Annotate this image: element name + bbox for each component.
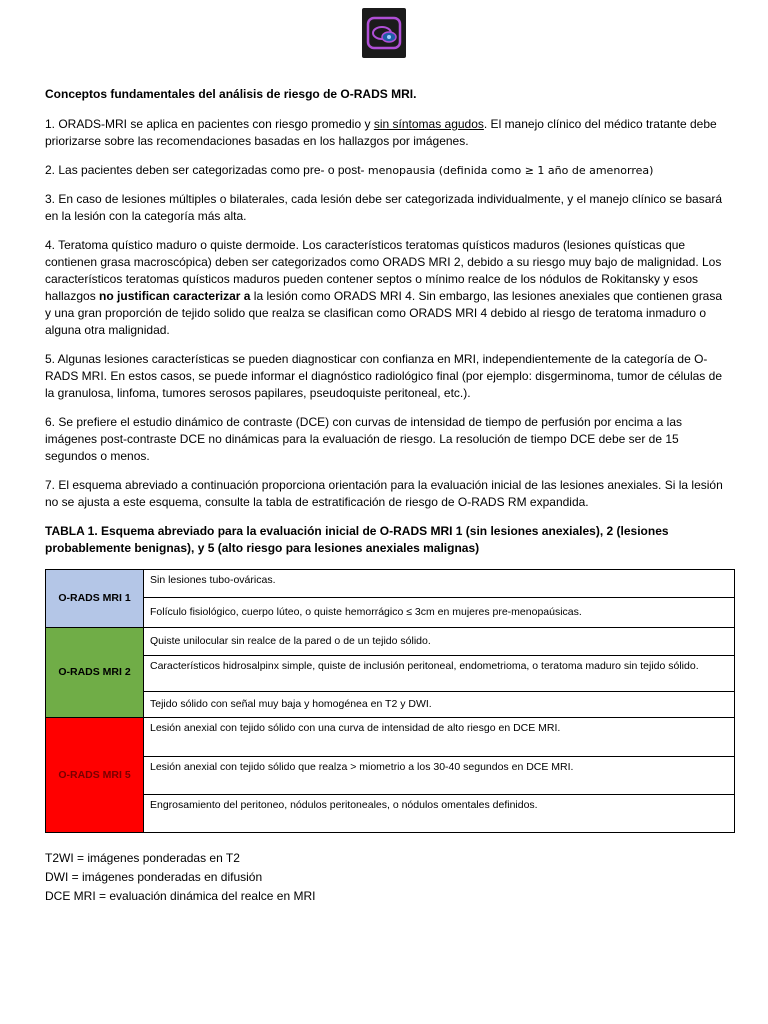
- paragraph-2: [45, 162, 725, 179]
- abbreviation-legend: [45, 849, 725, 906]
- legend-item-t2wi: T2WI = imágenes ponderadas en T2: [45, 851, 240, 865]
- table-cell: Lesión anexial con tejido sólido que realza > miometrio a los 30-40 segundos en DCE MRI.: [144, 757, 735, 795]
- paragraph-1: [45, 116, 725, 150]
- table-row: [46, 656, 735, 692]
- table-row: [46, 628, 735, 656]
- orads-table: [45, 569, 735, 833]
- paragraph-1-text-a: 1. ORADS-MRI se aplica en pacientes con riesgo promedio y: [45, 117, 374, 131]
- table-row: [46, 570, 735, 598]
- paragraph-2-text-a: 2. Las pacientes deben ser categorizadas como pre- o post-: [45, 163, 368, 177]
- category-cell-mri-5: O-RADS MRI 5: [46, 718, 144, 833]
- logo-icon: [362, 8, 406, 58]
- paragraph-4-text-b: la lesión como ORADS MRI 4. Sin embargo, las lesiones anexiales que contienen grasa y una gran proporción de tejido solido que realza se clasifican como ORADS MRI 4 debido al riesgo de teratoma inmaduro o alguna otra malignidad.: [45, 289, 723, 337]
- paragraph-1-text-b: . El manejo clínico del médico tratante debe priorizarse sobre las recomendaciones basadas en los hallazgos por imágenes.: [45, 117, 717, 148]
- paragraph-3: 3. En caso de lesiones múltiples o bilaterales, cada lesión debe ser categorizada individualmente, y el manejo clínico se basará en la lesión con la categoría más alta.: [45, 192, 723, 223]
- paragraph-4-text-a: 4. Teratoma quístico maduro o quiste dermoide. Los característicos teratomas quísticos maduros (lesiones quísticas que contienen grasa macroscópica) deben ser categorizados como ORADS MRI 2, debido a su riesgo muy bajo de malignidad. Los característicos teratomas quísticos maduros pueden contener septos o mínimo realce de los nódulos de Rokitansky y esos hallazgos: [45, 238, 722, 303]
- paragraph-4-bold: no justifican caracterizar a: [99, 289, 251, 303]
- category-cell-mri-1: O-RADS MRI 1: [46, 570, 144, 628]
- table-cell: Tejido sólido con señal muy baja y homogénea en T2 y DWI.: [144, 692, 735, 718]
- table-row: [46, 692, 735, 718]
- orads-logo: [362, 8, 406, 58]
- table-cell: Característicos hidrosalpinx simple, quiste de inclusión peritoneal, endometrioma, o teratoma maduro sin tejido sólido.: [144, 656, 735, 692]
- table-cell: Engrosamiento del peritoneo, nódulos peritoneales, o nódulos omentales definidos.: [144, 795, 735, 833]
- paragraph-5: 5. Algunas lesiones características se pueden diagnosticar con confianza en MRI, independientemente de la categoría de O-RADS MRI. En estos casos, se puede informar el diagnóstico radiológico final (por ejemplo: disgerminoma, tumor de células de la granulosa, linfoma, tumores serosos papilares, pseudoquiste peritoneal, etc.).: [45, 352, 722, 400]
- legend-item-dce: DCE MRI = evaluación dinámica del realce en MRI: [45, 889, 316, 903]
- paragraph-7: 7. El esquema abreviado a continuación proporciona orientación para la evaluación inicial de las lesiones anexiales. Si la lesión no se ajusta a este esquema, consulte la tabla de estratificación de riesgo de O-RADS RM expandida.: [45, 478, 723, 509]
- table-row: [46, 795, 735, 833]
- table-cell: Sin lesiones tubo-ováricas.: [144, 570, 735, 598]
- table-cell: Quiste unilocular sin realce de la pared o de un tejido sólido.: [144, 628, 735, 656]
- paragraph-1-underlined: sin síntomas agudos: [373, 117, 484, 131]
- table-row: [46, 598, 735, 628]
- table-row: [46, 718, 735, 757]
- document-body: [45, 86, 725, 906]
- table-title: TABLA 1. Esquema abreviado para la evaluación inicial de O-RADS MRI 1 (sin lesiones anexiales), 2 (lesiones probablemente benignas), y 5 (alto riesgo para lesiones anexiales malignas): [45, 524, 669, 555]
- document-title: Conceptos fundamentales del análisis de riesgo de O-RADS MRI.: [45, 87, 417, 101]
- category-cell-mri-2: O-RADS MRI 2: [46, 628, 144, 718]
- table-row: [46, 757, 735, 795]
- paragraph-2-text-b: menopausia (definida como ≥ 1 año de amenorrea): [367, 164, 654, 177]
- paragraph-4: [45, 237, 725, 339]
- paragraph-6: 6. Se prefiere el estudio dinámico de contraste (DCE) con curvas de intensidad de tiempo de perfusión por encima a las imágenes post-contraste DCE no dinámicas para la evaluación de riesgo. La resolución de tiempo DCE debe ser de 15 segundos o menos.: [45, 415, 683, 463]
- legend-item-dwi: DWI = imágenes ponderadas en difusión: [45, 870, 263, 884]
- table-cell: Folículo fisiológico, cuerpo lúteo, o quiste hemorrágico ≤ 3cm en mujeres pre-menopaúsicas.: [144, 598, 735, 628]
- table-cell: Lesión anexial con tejido sólido con una curva de intensidad de alto riesgo en DCE MRI.: [144, 718, 735, 757]
